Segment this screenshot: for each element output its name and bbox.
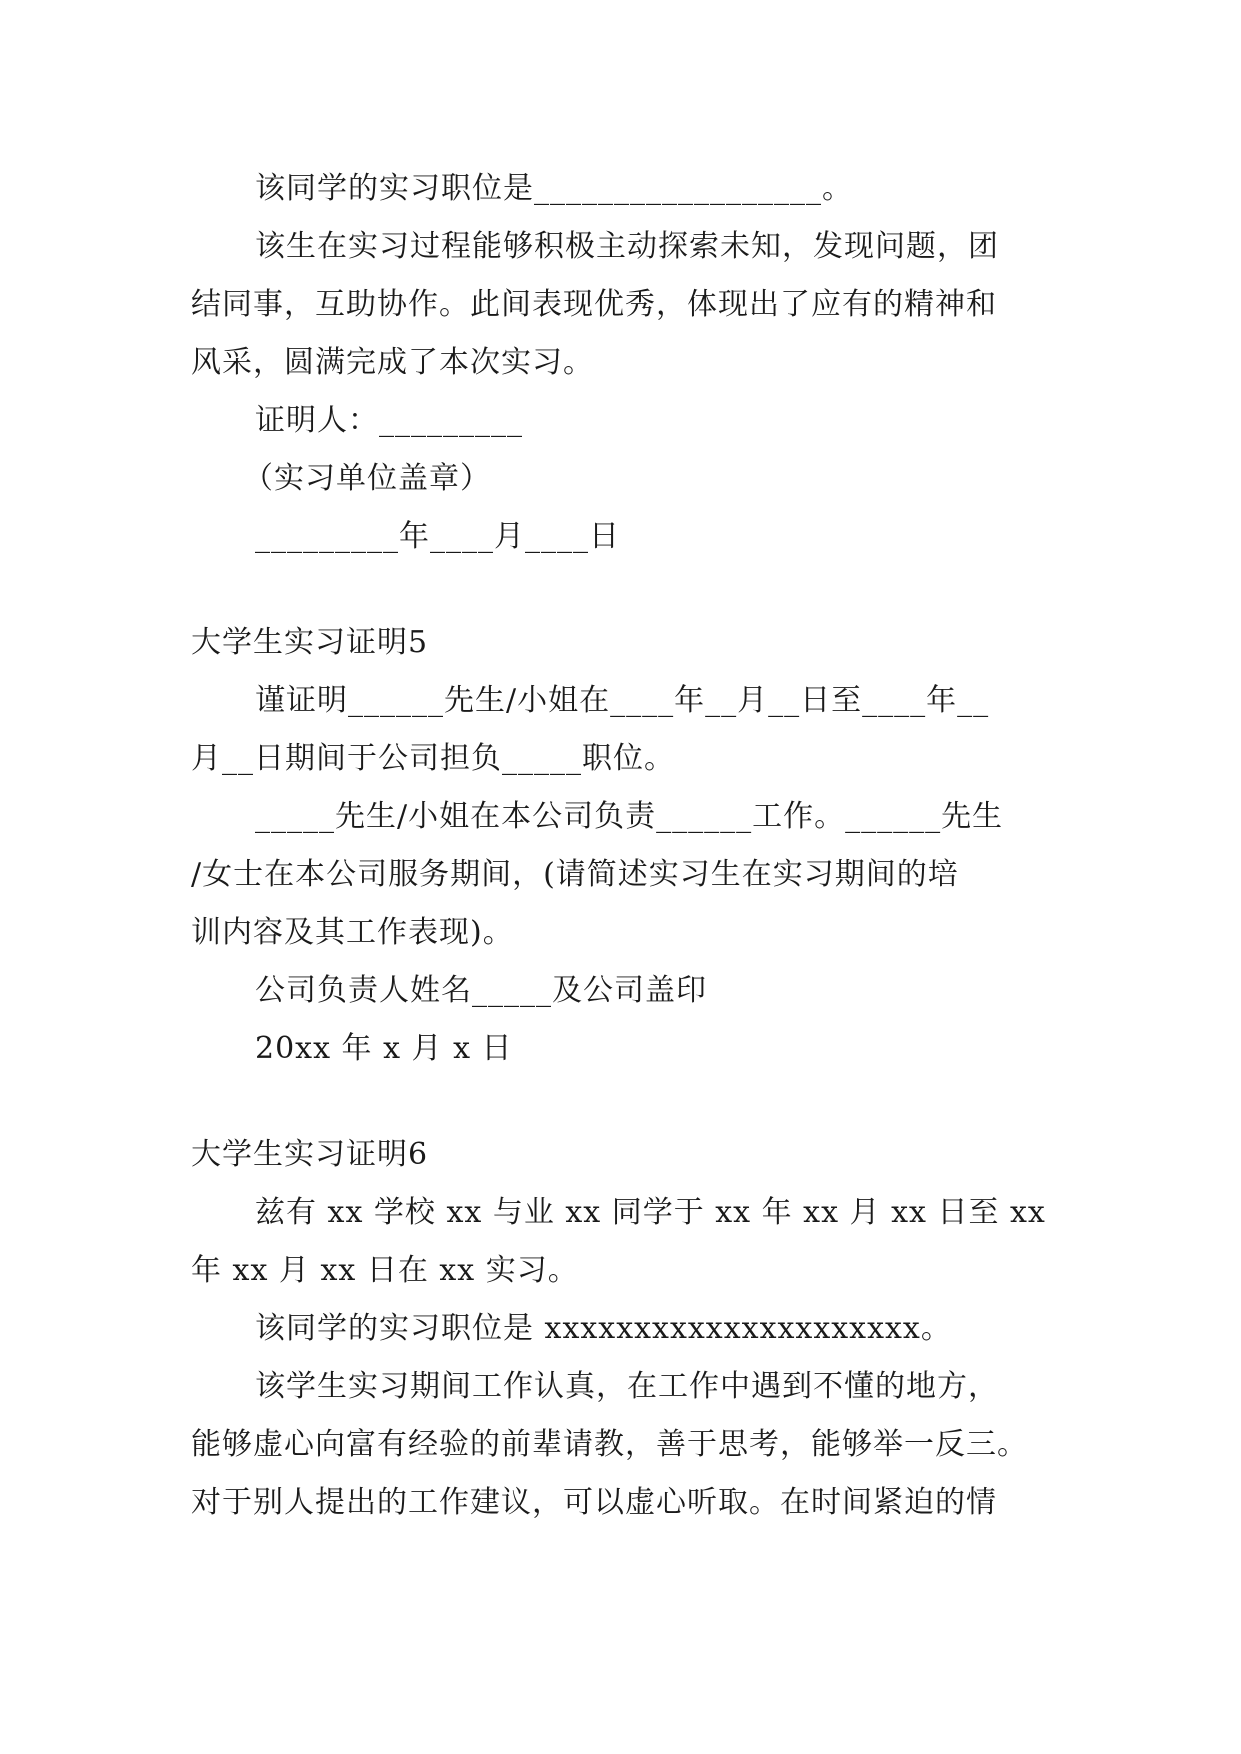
- position-line: 该同学的实习职位是__________________。: [255, 171, 853, 206]
- paragraph-line: 年 xx 月 xx 日在 xx 实习。: [191, 1253, 579, 1288]
- paragraph-line: 结同事，互助协作。此间表现优秀，体现出了应有的精神和: [191, 287, 997, 322]
- section-title: 大学生实习证明5: [191, 625, 429, 660]
- paragraph-line: 该生在实习过程能够积极主动探索未知，发现问题，团: [255, 229, 999, 264]
- paragraph-line: 对于别人提出的工作建议，可以虚心听取。在时间紧迫的情: [191, 1485, 997, 1520]
- paragraph-line: 能够虚心向富有经验的前辈请教，善于思考，能够举一反三。: [191, 1427, 1028, 1462]
- date-line: _________年____月____日: [255, 519, 620, 554]
- paragraph-line: 该学生实习期间工作认真，在工作中遇到不懂的地方，: [255, 1369, 999, 1404]
- paragraph-line: 风采，圆满完成了本次实习。: [191, 345, 594, 380]
- paragraph-line: 月__日期间于公司担负_____职位。: [191, 741, 675, 776]
- paragraph-line: _____先生/小姐在本公司负责______工作。______先生: [255, 799, 1004, 834]
- position-line: 该同学的实习职位是 xxxxxxxxxxxxxxxxxxxxx。: [255, 1311, 952, 1346]
- witness-line: 证明人：_________: [255, 403, 523, 438]
- document-page: [191, 160, 1051, 1532]
- section-title: 大学生实习证明6: [191, 1137, 429, 1172]
- signer-line: 公司负责人姓名_____及公司盖印: [255, 973, 707, 1008]
- paragraph-line: 训内容及其工作表现)。: [191, 915, 514, 950]
- date-line: 20xx 年 x 月 x 日: [255, 1031, 513, 1066]
- paragraph-line: 兹有 xx 学校 xx 与业 xx 同学于 xx 年 xx 月 xx 日至 xx: [255, 1195, 1046, 1230]
- paragraph-line: 谨证明______先生/小姐在____年__月__日至____年__: [255, 683, 990, 718]
- seal-note: （实习单位盖章）: [243, 461, 491, 496]
- paragraph-line: /女士在本公司服务期间，(请简述实习生在实习期间的培: [191, 857, 959, 892]
